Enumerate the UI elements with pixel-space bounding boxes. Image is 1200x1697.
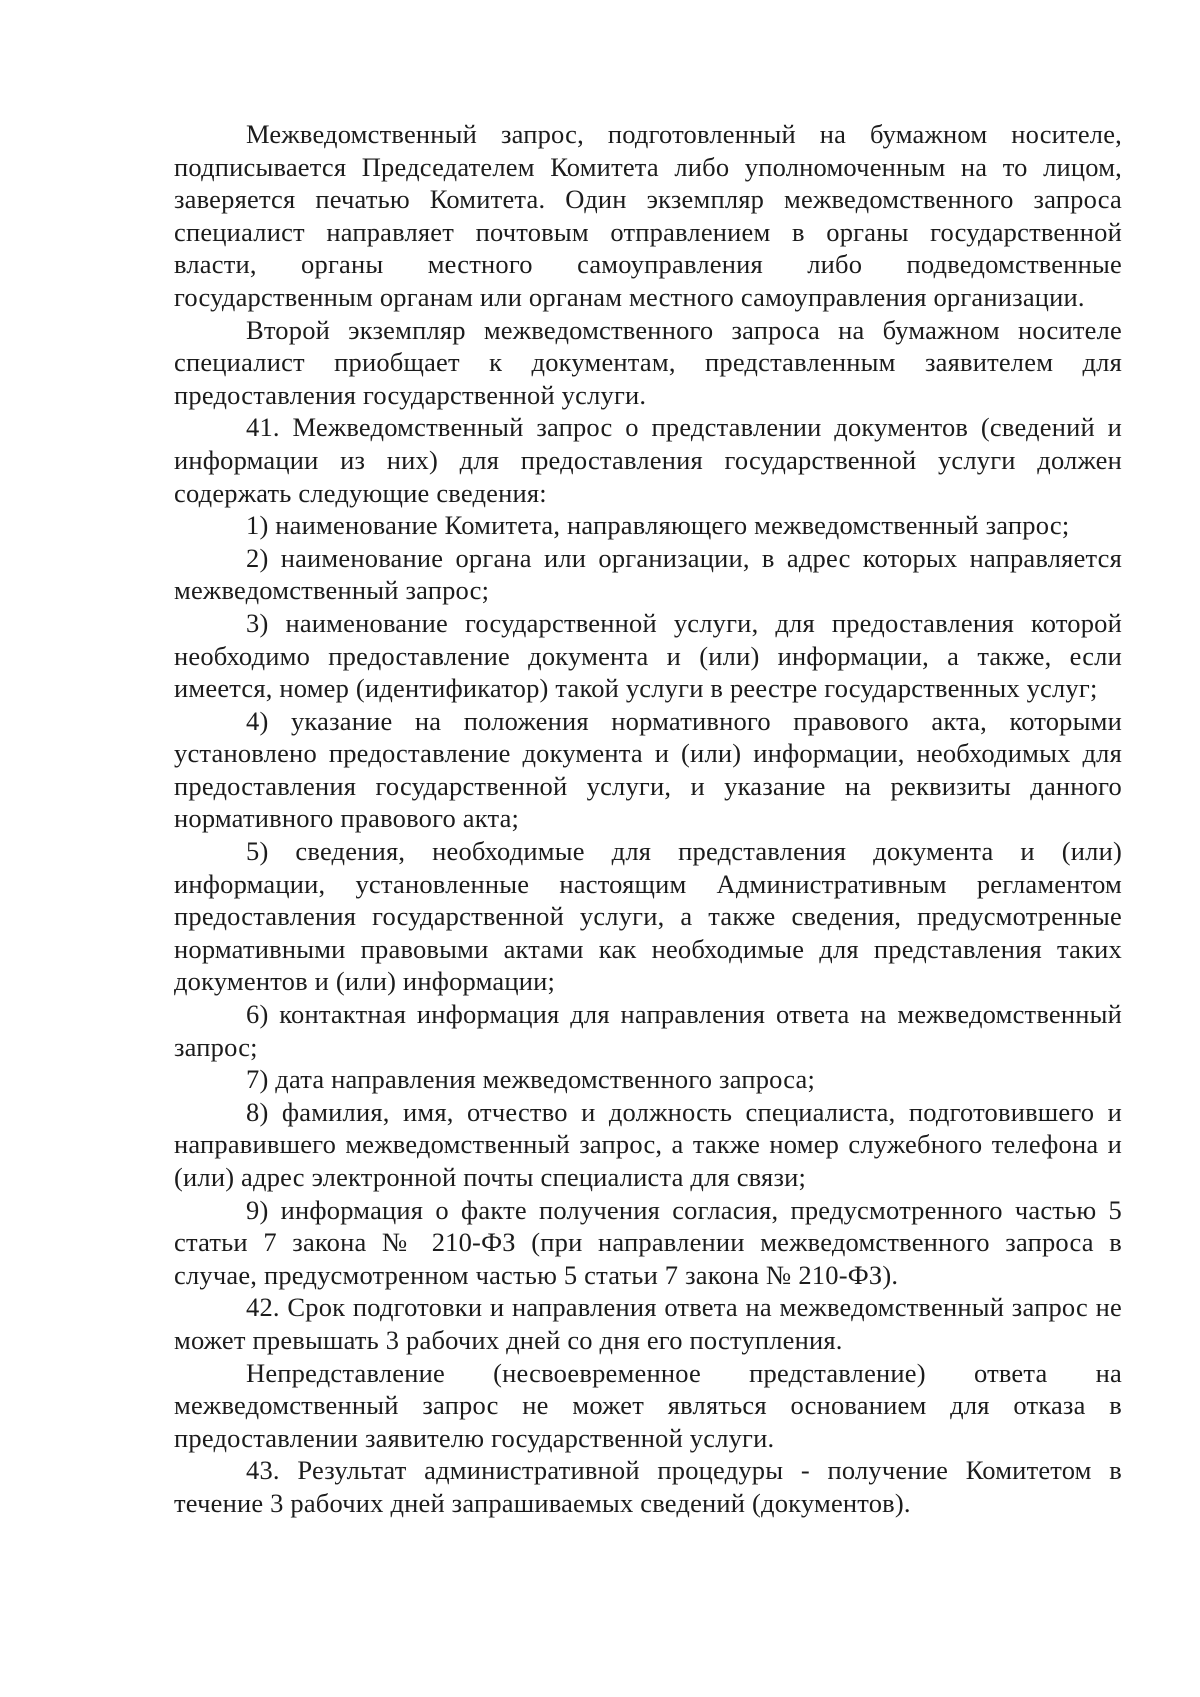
list-item-5: 5) сведения, необходимые для представления документа и (или) информации, установленные настоящим Административным регламентом предоставления государственной услуги, а также сведения, предусмотренные нормативными правовыми актами как необходимые для представления таких документов и (или) информации; bbox=[174, 836, 1122, 997]
list-item-6: 6) контактная информация для направления ответа на межведомственный запрос; bbox=[174, 999, 1122, 1062]
list-item-3: 3) наименование государственной услуги, для предоставления которой необходимо предоставление документа и (или) информации, а также, если имеется, номер (идентификатор) такой услуги в реестре государственных услуг; bbox=[174, 607, 1122, 704]
paragraph-interagency-request-paper: Межведомственный запрос, подготовленный на бумажном носителе, подписывается Председателем Комитета либо уполномоченным на то лицом, заверяется печатью Комитета. Один экземпляр межведомственного запроса специалист направляет почтовым отправлением в органы государственной власти, органы местного самоуправления либо подведомственные государственным органам или органам местного самоуправления организации. bbox=[174, 119, 1122, 312]
list-item-7: 7) дата направления межведомственного запроса; bbox=[246, 1064, 816, 1095]
paragraph-non-submission: Непредставление (несвоевременное представление) ответа на межведомственный запрос не может являться основанием для отказа в предоставлении заявителю государственной услуги. bbox=[174, 1357, 1122, 1453]
list-item-2: 2) наименование органа или организации, в адрес которых направляется межведомственный запрос; bbox=[174, 542, 1122, 606]
document-body bbox=[174, 118, 1122, 1520]
paragraph-item-41: 41. Межведомственный запрос о представлении документов (сведений и информации из них) для предоставления государственной услуги должен содержать следующие сведения: bbox=[174, 412, 1122, 508]
list-item-1: 1) наименование Комитета, направляющего межведомственный запрос; bbox=[246, 510, 1070, 541]
paragraph-item-42: 42. Срок подготовки и направления ответа на межведомственный запрос не может превышать 3 рабочих дней со дня его поступления. bbox=[174, 1292, 1122, 1355]
list-item-8: 8) фамилия, имя, отчество и должность специалиста, подготовившего и направившего межведомственный запрос, а также номер служебного телефона и (или) адрес электронной почты специалиста для связи; bbox=[174, 1096, 1122, 1192]
list-item-4: 4) указание на положения нормативного правового акта, которыми установлено предоставление документа и (или) информации, необходимых для предоставления государственной услуги, и указание на реквизиты данного нормативного правового акта; bbox=[174, 705, 1122, 834]
list-item-9: 9) информация о факте получения согласия, предусмотренного частью 5 статьи 7 закона № 210-ФЗ (при направлении межведомственного запроса в случае, предусмотренном частью 5 статьи 7 закона № 210-ФЗ). bbox=[174, 1194, 1122, 1290]
paragraph-item-43: 43. Результат административной процедуры - получение Комитетом в течение 3 рабочих дней запрашиваемых сведений (документов). bbox=[174, 1455, 1122, 1518]
paragraph-second-copy: Второй экземпляр межведомственного запроса на бумажном носителе специалист приобщает к документам, представленным заявителем для предоставления государственной услуги. bbox=[174, 314, 1122, 410]
